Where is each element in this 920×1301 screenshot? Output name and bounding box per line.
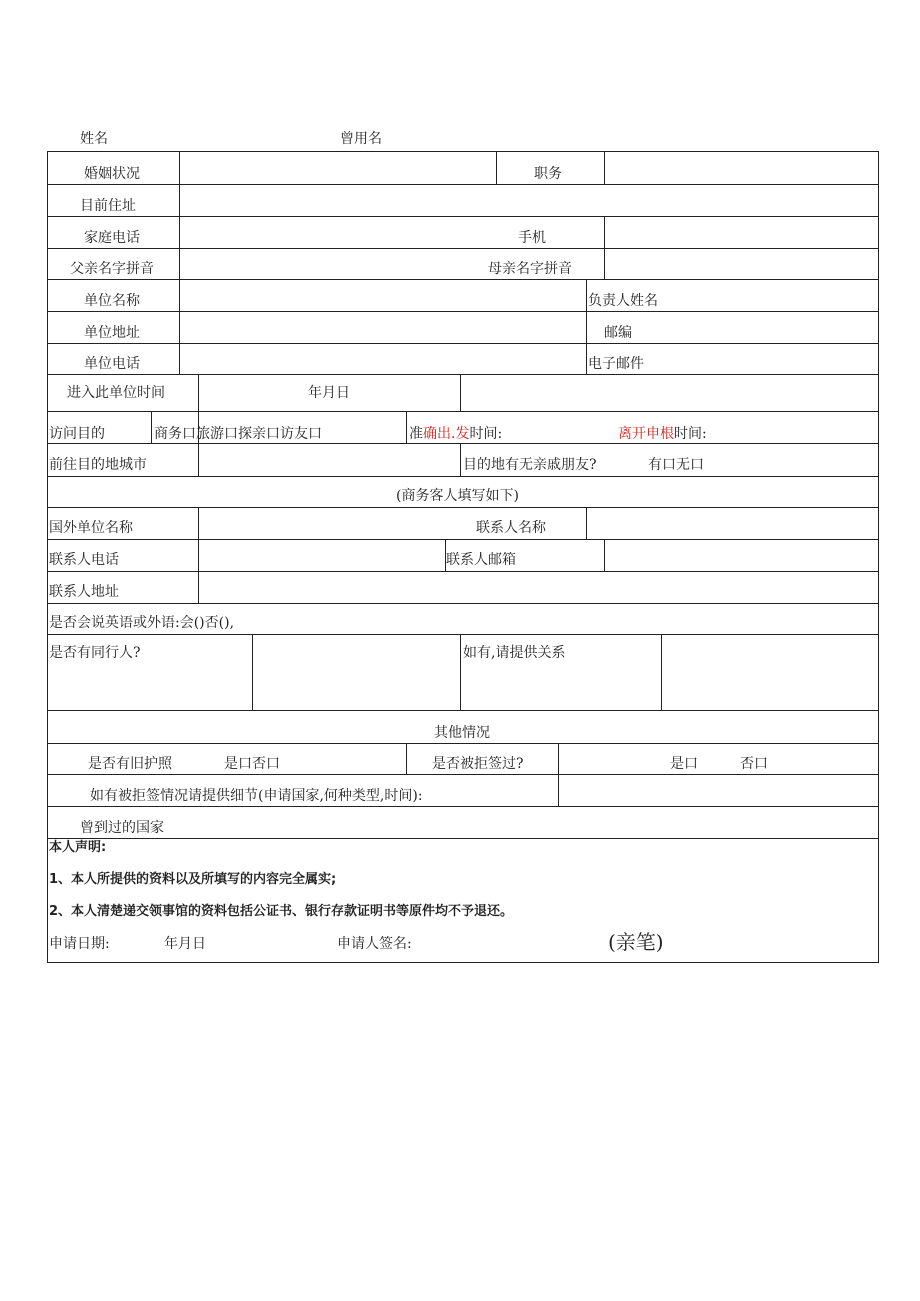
relatives-options: 有口无口 [648,457,704,473]
contact-phone-label: 联系人电话 [49,552,119,568]
relatives-label: 目的地有无亲戚朋友? [463,457,597,473]
countries-visited-label: 曾到过的国家 [80,820,164,836]
apply-date-label: 申请日期: [49,936,110,952]
contact-address-label: 联系人地址 [49,584,119,600]
apply-date-ymd: 年月日 [164,936,206,952]
employer-label: 单位名称 [84,293,140,309]
refusal-detail-label: 如有被拒签情况请提供细节(申请国家,何种类型,时间): [90,788,423,804]
other-info-heading: 其他情况 [434,725,490,741]
name-label: 姓名 [80,131,108,147]
refused-label: 是否被拒签过? [432,756,524,772]
destination-city-label: 前往目的地城市 [49,457,147,473]
companion-label: 是否有同行人? [49,645,141,661]
handwritten-note: (亲笔) [608,930,664,954]
leave-schengen-label: 离开申根时间: [618,426,707,442]
old-passport-label: 是否有旧护照 [88,756,172,772]
former-name-label: 曾用名 [340,131,382,147]
refused-no: 否口 [740,756,768,772]
declaration-item-1: 1、本人所提供的资料以及所填写的内容完全属实; [49,872,337,887]
mother-pinyin-label: 母亲名字拼音 [488,261,572,277]
foreign-company-label: 国外单位名称 [49,520,133,536]
signature-label: 申请人签名: [337,936,412,952]
old-passport-options: 是口否口 [224,756,280,772]
refused-yes: 是口 [670,756,698,772]
contact-name-label: 联系人名称 [476,520,546,536]
position-label: 职务 [534,166,562,182]
contact-email-label: 联系人邮箱 [446,552,516,568]
postcode-label: 邮编 [604,325,632,341]
employer-address-label: 单位地址 [84,325,140,341]
business-note: (商务客人填写如下) [396,488,519,504]
declaration-item-2: 2、本人清楚递交领事馆的资料包括公证书、银行存款证明书等原件均不予退还。 [49,904,514,919]
supervisor-label: 负责人姓名 [588,293,658,309]
father-pinyin-label: 父亲名字拼音 [70,261,154,277]
depart-time-label: 准确出.发时间: [409,426,503,442]
join-date-label: 进入此单位时间 [67,385,165,401]
purpose-options: 商务口旅游口探亲口访友口 [154,426,322,442]
address-label: 目前住址 [80,198,136,214]
language-question: 是否会说英语或外语:会()否(), [49,615,235,631]
relation-label: 如有,请提供关系 [463,645,566,661]
employer-phone-label: 单位电话 [84,356,140,372]
mobile-label: 手机 [518,230,546,246]
email-label: 电子邮件 [588,356,644,372]
purpose-label: 访问目的 [49,426,105,442]
home-phone-label: 家庭电话 [84,230,140,246]
marital-label: 婚姻状况 [84,166,140,182]
join-date-ymd: 年月日 [308,385,350,401]
declaration-title: 本人声明: [49,840,107,855]
